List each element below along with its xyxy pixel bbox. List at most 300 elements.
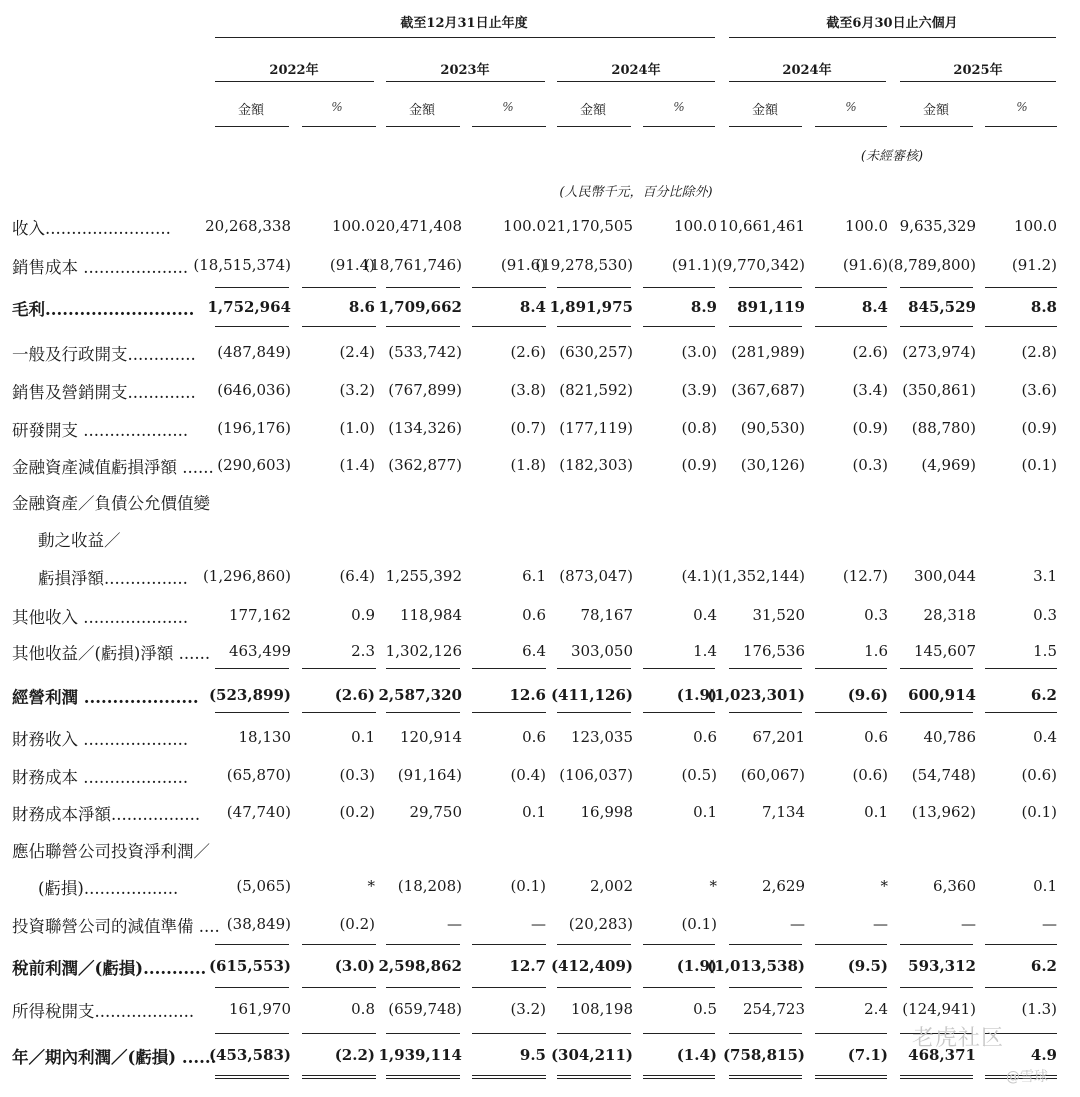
amount-cell: (8,789,800) (887, 256, 976, 274)
amount-cell: (91,164) (397, 766, 462, 784)
percent-cell: (91.1) (671, 256, 717, 274)
percent-cell: — (1042, 915, 1057, 933)
subtotal-rule (386, 944, 460, 945)
row-label: 投資聯營公司的減值準備 .... (12, 917, 220, 936)
column-header-rule (557, 126, 631, 127)
amount-cell: 2,002 (590, 877, 633, 895)
row-label: 財務成本淨額................. (12, 805, 201, 824)
subtotal-rule (557, 326, 631, 327)
row-label: 研發開支 .................... (12, 421, 189, 440)
subtotal-rule (557, 944, 631, 945)
percent-cell: (2.2) (334, 1046, 375, 1064)
amount-cell: (18,208) (397, 877, 462, 895)
percent-cell: 1.6 (864, 642, 888, 660)
amount-cell: (273,974) (902, 343, 976, 361)
period-full-year-heading: 截至12月31日止年度 (400, 16, 528, 31)
total-double-rule (643, 1075, 715, 1079)
total-double-rule (472, 1075, 546, 1079)
column-header-rule (900, 126, 973, 127)
amount-cell: (88,780) (911, 419, 976, 437)
percent-cell: 9.5 (519, 1046, 546, 1064)
percent-cell: 1.5 (1033, 642, 1057, 660)
percent-cell: (1.9) (676, 957, 717, 975)
percent-column-header: % (673, 100, 685, 114)
row-label: 年／期內利潤／(虧損) ...... (12, 1048, 217, 1067)
amount-cell: (177,119) (559, 419, 633, 437)
percent-cell: 0.9 (351, 606, 375, 624)
percent-cell: (0.7) (510, 419, 546, 437)
percent-cell: (91.6) (842, 256, 888, 274)
subtotal-rule (386, 287, 460, 288)
subtotal-rule (815, 712, 887, 713)
percent-cell: (0.1) (1021, 456, 1057, 474)
row-label: 動之收益／ (38, 531, 121, 550)
amount-cell: 9,635,329 (899, 217, 976, 235)
subtotal-rule (985, 668, 1057, 669)
row-label: 經營利潤 .................... (12, 688, 199, 707)
amount-cell: 7,134 (762, 803, 805, 821)
percent-cell: (0.6) (852, 766, 888, 784)
subtotal-rule (215, 668, 289, 669)
amount-cell: (630,257) (559, 343, 633, 361)
percent-cell: 0.3 (1033, 606, 1057, 624)
subtotal-rule (302, 326, 376, 327)
percent-cell: 100.0 (845, 217, 888, 235)
amount-cell: (196,176) (217, 419, 291, 437)
percent-cell: (0.9) (852, 419, 888, 437)
percent-cell: 100.0 (1014, 217, 1057, 235)
row-label: 財務收入 .................... (12, 730, 189, 749)
percent-cell: 6.4 (522, 642, 546, 660)
amount-cell: 2,587,320 (378, 686, 462, 704)
amount-cell: 177,162 (228, 606, 291, 624)
amount-cell: 303,050 (570, 642, 633, 660)
subtotal-rule (643, 287, 715, 288)
subtotal-rule (815, 326, 887, 327)
column-header-rule (815, 126, 887, 127)
year-rule (557, 81, 715, 82)
subtotal-rule (215, 712, 289, 713)
percent-cell: 12.7 (509, 957, 546, 975)
currency-note: (人民幣千元，百分比除外) (559, 185, 713, 200)
percent-cell: (12.7) (842, 567, 888, 585)
amount-cell: (5,065) (236, 877, 291, 895)
percent-cell: (0.6) (1021, 766, 1057, 784)
amount-cell: (487,849) (217, 343, 291, 361)
amount-cell: 120,914 (399, 728, 462, 746)
row-label: (虧損).................. (38, 879, 179, 898)
amount-cell: 2,629 (762, 877, 805, 895)
amount-cell: 67,201 (752, 728, 805, 746)
percent-cell: (3.9) (681, 381, 717, 399)
percent-cell: 8.8 (1030, 298, 1057, 316)
amount-cell: (758,815) (722, 1046, 805, 1064)
row-label: 應佔聯營公司投資淨利潤／ (12, 842, 210, 861)
subtotal-rule (302, 987, 376, 988)
row-label: 銷售成本 .................... (12, 258, 189, 277)
year-heading-2025-h1: 2025年 (953, 63, 1003, 78)
percent-cell: 0.1 (693, 803, 717, 821)
percent-cell: 0.6 (864, 728, 888, 746)
percent-cell: (2.8) (1021, 343, 1057, 361)
percent-cell: 0.1 (522, 803, 546, 821)
amount-cell: 118,984 (399, 606, 462, 624)
percent-cell: (3.0) (681, 343, 717, 361)
row-label: 金融資產／負債公允價值變 (12, 494, 210, 513)
percent-cell: (0.3) (852, 456, 888, 474)
subtotal-rule (985, 326, 1057, 327)
amount-cell: (412,409) (550, 957, 633, 975)
amount-cell: — (961, 915, 976, 933)
percent-cell: 0.4 (1033, 728, 1057, 746)
subtotal-rule (985, 287, 1057, 288)
percent-cell: 100.0 (332, 217, 375, 235)
column-header-rule (386, 126, 460, 127)
amount-cell: (367,687) (731, 381, 805, 399)
column-header-rule (302, 126, 376, 127)
total-double-rule (302, 1075, 376, 1079)
subtotal-rule (815, 668, 887, 669)
amount-cell: 78,167 (580, 606, 633, 624)
percent-cell: (0.9) (1021, 419, 1057, 437)
amount-cell: 891,119 (737, 298, 805, 316)
subtotal-rule (900, 712, 973, 713)
percent-cell: 0.6 (693, 728, 717, 746)
unaudited-note: (未經審核) (860, 149, 924, 164)
amount-cell: 145,607 (913, 642, 976, 660)
row-label: 財務成本 .................... (12, 768, 189, 787)
amount-cell: (290,603) (217, 456, 291, 474)
subtotal-rule (386, 326, 460, 327)
row-label: 毛利.......................... (12, 300, 195, 319)
percent-cell: (1.0) (339, 419, 375, 437)
total-double-rule (557, 1075, 631, 1079)
amount-cell: (362,877) (388, 456, 462, 474)
percent-cell: 0.1 (864, 803, 888, 821)
amount-column-header: 金額 (579, 103, 607, 118)
subtotal-rule (472, 712, 546, 713)
percent-cell: (3.2) (339, 381, 375, 399)
percent-cell: 100.0 (503, 217, 546, 235)
percent-cell: 0.6 (522, 728, 546, 746)
amount-cell: (1,296,860) (202, 567, 291, 585)
subtotal-rule (815, 987, 887, 988)
percent-cell: 0.6 (522, 606, 546, 624)
amount-cell: (1,023,301) (707, 686, 805, 704)
percent-cell: * (367, 877, 375, 895)
amount-cell: (106,037) (559, 766, 633, 784)
percent-cell: (6.4) (339, 567, 375, 585)
subtotal-rule (643, 987, 715, 988)
percent-cell: * (709, 877, 717, 895)
amount-cell: (182,303) (559, 456, 633, 474)
header-rule (729, 37, 1056, 38)
percent-cell: (1.4) (339, 456, 375, 474)
subtotal-rule (815, 944, 887, 945)
amount-cell: (615,553) (208, 957, 291, 975)
percent-cell: * (880, 877, 888, 895)
amount-cell: (30,126) (740, 456, 805, 474)
amount-cell: (411,126) (550, 686, 633, 704)
subtotal-rule (215, 287, 289, 288)
percent-cell: 0.5 (693, 1000, 717, 1018)
amount-cell: (65,870) (226, 766, 291, 784)
amount-cell: 21,170,505 (547, 217, 633, 235)
percent-cell: (1.4) (676, 1046, 717, 1064)
percent-cell: (91.4) (329, 256, 375, 274)
percent-cell: 1.4 (693, 642, 717, 660)
row-label: 其他收益／(虧損)淨額 ...... (12, 644, 211, 663)
subtotal-rule (472, 944, 546, 945)
year-rule (386, 81, 545, 82)
amount-cell: (18,515,374) (193, 256, 291, 274)
subtotal-rule (900, 287, 973, 288)
year-rule (215, 81, 374, 82)
year-heading-2024-h1: 2024年 (782, 63, 832, 78)
percent-cell: (0.2) (339, 915, 375, 933)
subtotal-rule (729, 944, 802, 945)
subtotal-rule (386, 987, 460, 988)
amount-cell: 161,970 (228, 1000, 291, 1018)
row-label: 所得稅開支................... (12, 1002, 195, 1021)
amount-cell: 10,661,461 (719, 217, 805, 235)
amount-cell: (60,067) (740, 766, 805, 784)
percent-cell: 4.9 (1030, 1046, 1057, 1064)
subtotal-rule (729, 668, 802, 669)
row-label: 稅前利潤／(虧損)........... (12, 959, 207, 978)
subtotal-rule (302, 668, 376, 669)
amount-cell: (533,742) (388, 343, 462, 361)
amount-cell: (523,899) (208, 686, 291, 704)
percent-cell: 100.0 (674, 217, 717, 235)
percent-cell: (2.6) (334, 686, 375, 704)
amount-cell: (1,013,538) (707, 957, 805, 975)
percent-column-header: % (502, 100, 514, 114)
year-heading-2023: 2023年 (440, 63, 490, 78)
percent-cell: (0.5) (681, 766, 717, 784)
period-half-year-heading: 截至6月30日止六個月 (826, 16, 958, 31)
subtotal-rule (557, 1033, 631, 1034)
percent-cell: (2.6) (852, 343, 888, 361)
percent-cell: 8.4 (861, 298, 888, 316)
subtotal-rule (472, 987, 546, 988)
year-rule (900, 81, 1056, 82)
percent-cell: (1.8) (510, 456, 546, 474)
column-header-rule (729, 126, 802, 127)
subtotal-rule (985, 944, 1057, 945)
amount-cell: 300,044 (913, 567, 976, 585)
subtotal-rule (643, 944, 715, 945)
amount-cell: 1,709,662 (378, 298, 462, 316)
percent-cell: (1.3) (1021, 1000, 1057, 1018)
percent-cell: (2.6) (510, 343, 546, 361)
amount-cell: 1,302,126 (385, 642, 462, 660)
amount-cell: (767,899) (388, 381, 462, 399)
amount-cell: (646,036) (217, 381, 291, 399)
amount-cell: 600,914 (908, 686, 976, 704)
percent-cell: (3.4) (852, 381, 888, 399)
amount-cell: (134,326) (388, 419, 462, 437)
amount-cell: (20,283) (568, 915, 633, 933)
amount-column-header: 金額 (237, 103, 265, 118)
amount-cell: — (447, 915, 462, 933)
subtotal-rule (215, 987, 289, 988)
amount-cell: (1,352,144) (716, 567, 805, 585)
subtotal-rule (729, 326, 802, 327)
amount-cell: 108,198 (570, 1000, 633, 1018)
subtotal-rule (302, 944, 376, 945)
amount-cell: (659,748) (388, 1000, 462, 1018)
amount-cell: 1,891,975 (549, 298, 633, 316)
watermark-author: @雪球 (1006, 1069, 1048, 1085)
row-label: 虧損淨額................ (38, 569, 188, 588)
amount-cell: (13,962) (911, 803, 976, 821)
row-label: 銷售及營銷開支............. (12, 383, 196, 402)
percent-cell: (91.6) (500, 256, 546, 274)
amount-cell: (124,941) (902, 1000, 976, 1018)
percent-cell: 12.6 (509, 686, 546, 704)
percent-cell: 0.8 (351, 1000, 375, 1018)
amount-cell: 1,939,114 (378, 1046, 462, 1064)
amount-cell: (821,592) (559, 381, 633, 399)
amount-cell: 20,268,338 (205, 217, 291, 235)
percent-column-header: % (331, 100, 343, 114)
subtotal-rule (729, 1033, 802, 1034)
subtotal-rule (985, 712, 1057, 713)
column-header-rule (472, 126, 546, 127)
percent-cell: 8.9 (690, 298, 717, 316)
year-heading-2022: 2022年 (269, 63, 319, 78)
amount-cell: (9,770,342) (716, 256, 805, 274)
percent-cell: (0.1) (681, 915, 717, 933)
percent-cell: 8.4 (519, 298, 546, 316)
percent-cell: 3.1 (1033, 567, 1057, 585)
amount-cell: 31,520 (752, 606, 805, 624)
amount-cell: (281,989) (731, 343, 805, 361)
total-double-rule (900, 1075, 973, 1079)
amount-cell: 18,130 (238, 728, 291, 746)
row-label: 一般及行政開支............. (12, 345, 196, 364)
amount-cell: 463,499 (228, 642, 291, 660)
row-label: 其他收入 .................... (12, 608, 189, 627)
subtotal-rule (302, 712, 376, 713)
header-rule (215, 37, 715, 38)
subtotal-rule (643, 668, 715, 669)
subtotal-rule (643, 1033, 715, 1034)
subtotal-rule (815, 287, 887, 288)
column-header-rule (985, 126, 1057, 127)
amount-column-header: 金額 (922, 103, 950, 118)
percent-cell: (3.6) (1021, 381, 1057, 399)
subtotal-rule (985, 987, 1057, 988)
subtotal-rule (557, 287, 631, 288)
amount-cell: (18,761,746) (364, 256, 462, 274)
amount-cell: 845,529 (908, 298, 976, 316)
percent-cell: (0.1) (510, 877, 546, 895)
percent-cell: (4.1) (681, 567, 717, 585)
amount-cell: (873,047) (559, 567, 633, 585)
percent-cell: 0.3 (864, 606, 888, 624)
subtotal-rule (472, 668, 546, 669)
percent-cell: (0.1) (1021, 803, 1057, 821)
amount-cell: (453,583) (208, 1046, 291, 1064)
subtotal-rule (215, 326, 289, 327)
subtotal-rule (900, 326, 973, 327)
percent-cell: (3.2) (510, 1000, 546, 1018)
subtotal-rule (900, 944, 973, 945)
percent-cell: 0.4 (693, 606, 717, 624)
percent-cell: 6.2 (1030, 957, 1057, 975)
subtotal-rule (729, 287, 802, 288)
subtotal-rule (472, 287, 546, 288)
subtotal-rule (900, 668, 973, 669)
amount-column-header: 金額 (751, 103, 779, 118)
percent-column-header: % (1016, 100, 1028, 114)
total-double-rule (729, 1075, 802, 1079)
total-double-rule (386, 1075, 460, 1079)
amount-column-header: 金額 (408, 103, 436, 118)
subtotal-rule (729, 987, 802, 988)
subtotal-rule (557, 712, 631, 713)
subtotal-rule (215, 944, 289, 945)
percent-cell: 6.1 (522, 567, 546, 585)
percent-cell: (9.5) (847, 957, 888, 975)
amount-cell: (54,748) (911, 766, 976, 784)
subtotal-rule (643, 712, 715, 713)
subtotal-rule (643, 326, 715, 327)
amount-cell: 123,035 (570, 728, 633, 746)
amount-cell: — (790, 915, 805, 933)
subtotal-rule (215, 1033, 289, 1034)
percent-cell: 6.2 (1030, 686, 1057, 704)
amount-cell: (38,849) (226, 915, 291, 933)
total-double-rule (215, 1075, 289, 1079)
amount-cell: 254,723 (742, 1000, 805, 1018)
amount-cell: 1,255,392 (385, 567, 462, 585)
percent-cell: (1.9) (676, 686, 717, 704)
amount-cell: (19,278,530) (535, 256, 633, 274)
percent-cell: (7.1) (847, 1046, 888, 1064)
amount-cell: 593,312 (908, 957, 976, 975)
percent-cell: 2.4 (864, 1000, 888, 1018)
row-label: 金融資產減值虧損淨額 ...... (12, 458, 214, 477)
percent-cell: (3.8) (510, 381, 546, 399)
subtotal-rule (729, 712, 802, 713)
percent-cell: (0.3) (339, 766, 375, 784)
amount-cell: 6,360 (933, 877, 976, 895)
amount-cell: 468,371 (908, 1046, 976, 1064)
amount-cell: 28,318 (923, 606, 976, 624)
amount-cell: 20,471,408 (376, 217, 462, 235)
percent-cell: (2.4) (339, 343, 375, 361)
percent-cell: — (531, 915, 546, 933)
percent-cell: (9.6) (847, 686, 888, 704)
year-heading-2024: 2024年 (611, 63, 661, 78)
percent-cell: (91.2) (1011, 256, 1057, 274)
subtotal-rule (815, 1033, 887, 1034)
amount-cell: (350,861) (902, 381, 976, 399)
column-header-rule (215, 126, 289, 127)
amount-cell: (47,740) (226, 803, 291, 821)
percent-column-header: % (845, 100, 857, 114)
amount-cell: 1,752,964 (207, 298, 291, 316)
subtotal-rule (302, 287, 376, 288)
amount-cell: 29,750 (409, 803, 462, 821)
subtotal-rule (900, 987, 973, 988)
subtotal-rule (472, 326, 546, 327)
percent-cell: (3.0) (334, 957, 375, 975)
percent-cell: (0.9) (681, 456, 717, 474)
